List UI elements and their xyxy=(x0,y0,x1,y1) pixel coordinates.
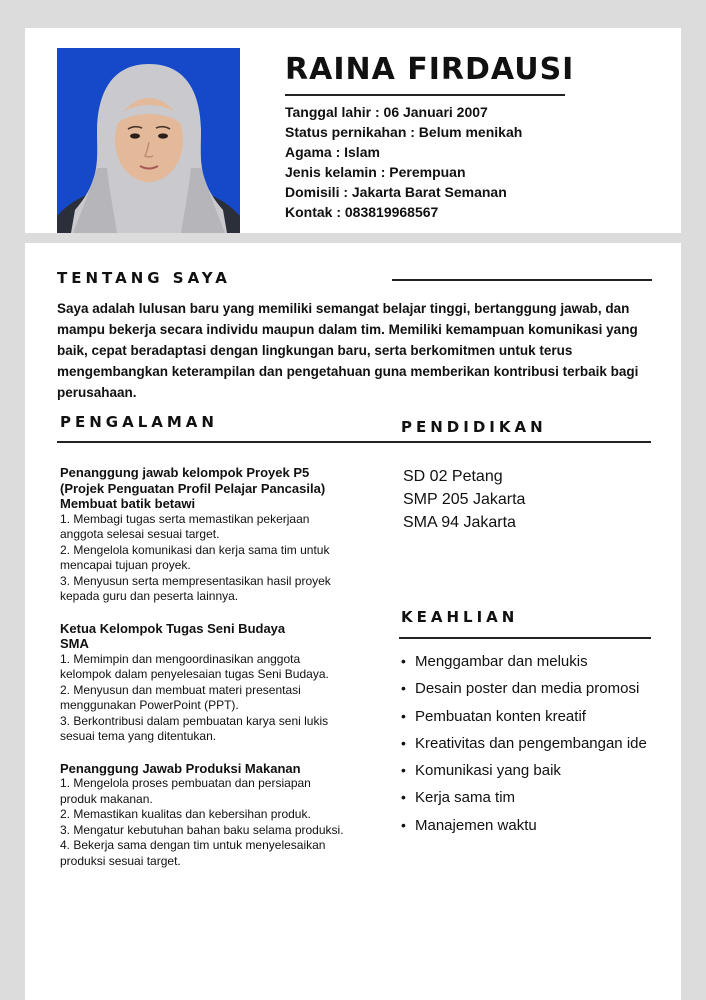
job-duty-line: mencapai tujuan proyek. xyxy=(60,558,191,572)
experience-item xyxy=(60,621,380,745)
job-duties xyxy=(60,652,380,745)
info-marital-status: Status pernikahan : Belum menikah xyxy=(285,124,523,140)
info-contact: Kontak : 083819968567 xyxy=(285,204,439,220)
skills-list xyxy=(401,648,647,839)
job-title-line: Membuat batik betawi xyxy=(60,496,196,511)
job-duty-line: 1. Mengelola proses pembuatan dan persiapan xyxy=(60,776,311,790)
bullet-icon: • xyxy=(401,762,406,779)
skill-item xyxy=(401,730,647,757)
skill-label: Desain poster dan media promosi xyxy=(415,680,640,698)
info-domicile: Domisili : Jakarta Barat Semanan xyxy=(285,184,507,200)
job-duty-line: 3. Mengatur kebutuhan bahan baku selama produksi. xyxy=(60,822,344,837)
skill-item xyxy=(401,675,647,702)
job-duty-line: 2. Menyusun dan membuat materi presentasi xyxy=(60,682,301,697)
personal-info-list xyxy=(285,102,522,222)
name-divider xyxy=(285,94,565,96)
section-divider xyxy=(57,441,651,443)
job-duty-line: 3. Berkontribusi dalam pembuatan karya seni lukis xyxy=(60,713,329,728)
bullet-icon: • xyxy=(401,707,406,724)
job-duty-line: produk makanan. xyxy=(60,791,153,806)
job-title-line: Penanggung jawab kelompok Proyek P5 xyxy=(60,465,310,480)
experience-list xyxy=(60,465,380,885)
skills-title: KEAHLIAN xyxy=(401,608,519,626)
job-duty-line: produksi sesuai target. xyxy=(60,853,181,868)
skill-label: Menggambar dan melukis xyxy=(415,653,588,670)
job-title-line: Ketua Kelompok Tugas Seni Budaya xyxy=(60,620,286,636)
bullet-icon: • xyxy=(401,680,406,697)
experience-item xyxy=(60,761,380,870)
info-gender: Jenis kelamin : Perempuan xyxy=(285,164,466,180)
header-card xyxy=(25,28,681,233)
job-title-line: Penanggung Jawab Produksi Makanan xyxy=(60,760,301,776)
education-item: SD 02 Petang xyxy=(403,468,503,485)
about-text: Saya adalah lulusan baru yang memiliki semangat belajar tinggi, bertanggung jawab, dan mampu bekerja secara individu maupun dalam tim. Memiliki kemampuan komunikasi yang baik, cepat beradaptasi dengan lingkungan baru, serta berkomitmen untuk terus mengembangkan keterampilan dan pengetahuan guna memberikan kontribusi terbaik bagi perusahaan. xyxy=(57,301,639,400)
info-religion: Agama : Islam xyxy=(285,144,380,160)
job-duties xyxy=(60,512,380,605)
info-birth-date: Tanggal lahir : 06 Januari 2007 xyxy=(285,104,488,120)
skills-divider xyxy=(399,637,651,639)
job-duty-line: 1. Membagi tugas serta memastikan pekerjaan xyxy=(60,511,310,526)
bullet-icon: • xyxy=(401,816,406,833)
education-item: SMA 94 Jakarta xyxy=(403,514,516,531)
job-duty-line: 4. Bekerja sama dengan tim untuk menyelesaikan xyxy=(60,838,326,852)
skill-label: Manajemen waktu xyxy=(415,816,537,834)
job-duties xyxy=(60,776,380,869)
main-card xyxy=(25,243,681,1000)
job-title-line: SMA xyxy=(60,636,89,651)
education-item: SMP 205 Jakarta xyxy=(403,491,526,508)
job-duty-line: kelompok dalam penyelesaian tugas Seni Budaya. xyxy=(60,667,329,681)
skill-label: Kerja sama tim xyxy=(415,789,516,807)
job-duty-line: menggunakan PowerPoint (PPT). xyxy=(60,698,239,712)
job-duty-line: sesuai tema yang ditentukan. xyxy=(60,729,217,743)
job-duty-line: 2. Memastikan kualitas dan kebersihan produk. xyxy=(60,807,311,821)
job-duty-line: anggota selesai sesuai target. xyxy=(60,527,220,541)
bullet-icon: • xyxy=(401,734,406,751)
candidate-name: RAINA FIRDAUSI xyxy=(285,52,575,87)
bullet-icon: • xyxy=(401,653,406,669)
job-duty-line: 1. Memimpin dan mengoordinasikan anggota xyxy=(60,651,301,666)
about-divider xyxy=(392,279,652,281)
job-title-line: (Projek Penguatan Profil Pelajar Pancasila) xyxy=(60,480,326,496)
skill-item xyxy=(401,648,647,675)
skill-item xyxy=(401,757,647,784)
skill-label: Pembuatan konten kreatif xyxy=(415,707,586,725)
job-duty-line: kepada guru dan peserta lainnya. xyxy=(60,589,239,603)
profile-photo xyxy=(57,48,240,233)
experience-item xyxy=(60,465,380,605)
skill-label: Komunikasi yang baik xyxy=(415,762,561,780)
education-title: PENDIDIKAN xyxy=(401,418,547,436)
skill-label: Kreativitas dan pengembangan ide xyxy=(415,734,647,752)
education-list xyxy=(403,465,525,534)
skill-item xyxy=(401,784,647,811)
skill-item xyxy=(401,812,647,839)
experience-title: PENGALAMAN xyxy=(60,413,218,431)
job-duty-line: 3. Menyusun serta mempresentasikan hasil proyek xyxy=(60,573,331,588)
bullet-icon: • xyxy=(401,789,406,806)
skill-item xyxy=(401,703,647,730)
job-duty-line: 2. Mengelola komunikasi dan kerja sama tim untuk xyxy=(60,542,330,557)
about-title: TENTANG SAYA xyxy=(57,269,231,287)
